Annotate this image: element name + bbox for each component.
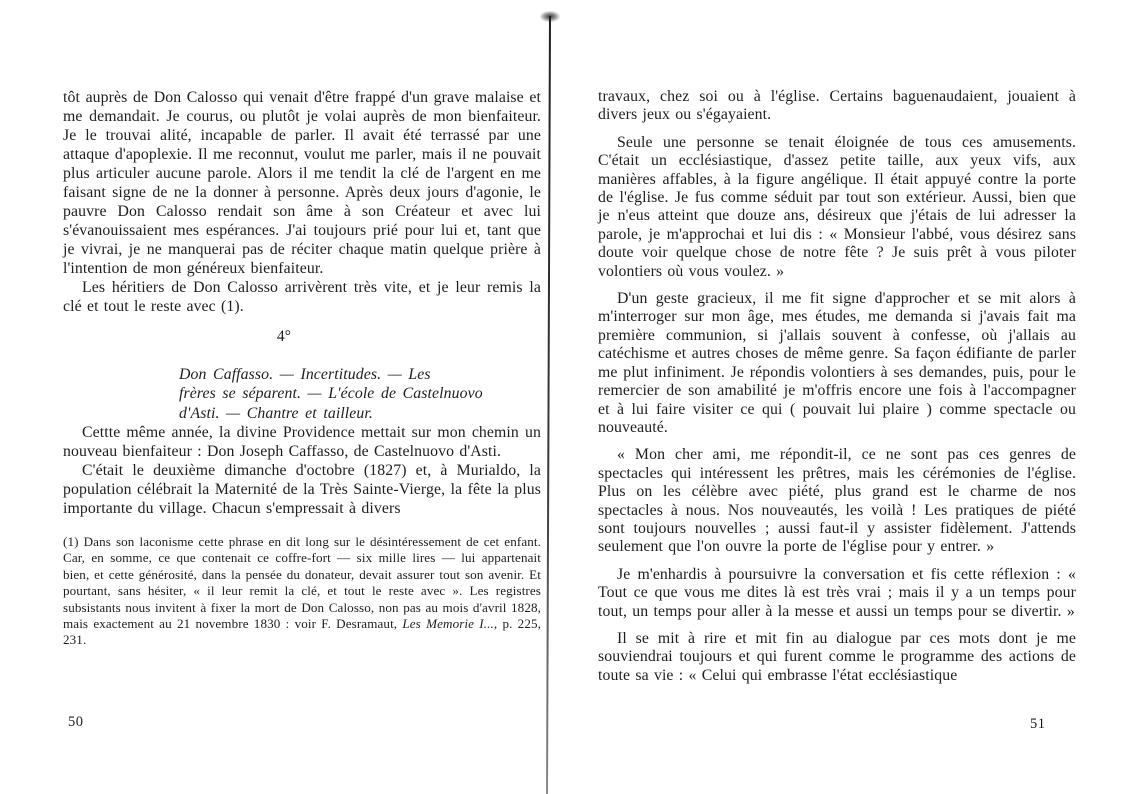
section-subtitle: [179, 365, 541, 423]
paragraph: tôt auprès de Don Calosso qui venait d'être frappé d'un grave malaise et me demandait. Je courus, ou plutôt je volai auprès de mon bienfaiteur. Je le trouvai alité, incapable de parler. Il avait été terrassé par une attaque d'apoplexie. Il me reconnut, voulut me parler, mais il ne pouvait plus articuler aucune parole. Alors il me tendit la clé de l'argent en me faisant signe de ne la donner à personne. Après deux jours d'agonie, le pauvre Don Calosso rendait son âme à son Créateur et avec lui s'évanouissaient mes espérances. J'ai toujours prié pour lui et, tant que je vivrai, je ne manquerai pas de réciter chaque matin quelque prière à l'intention de mon généreux bienfaiteur.: [63, 89, 541, 277]
paragraph: Les héritiers de Don Calosso arrivèrent très vite, et je leur remis la clé et tout le reste avec (1).: [63, 279, 541, 315]
paragraph: Seule une personne se tenait éloignée de tous ces amusements. C'était un ecclésiastique, d'assez petite taille, aux yeux vifs, aux manières affables, à la figure angélique. Il était appuyé contre la porte de l'église. Je fus comme séduit par tout son extérieur. Aussi, bien que je n'eus atteint que douze ans, désireux que j'étais de lui adresser la parole, je m'approchai et lui dis : « Monsieur l'abbé, vous désirez sans doute voir quelque chose de notre fête ? Je suis prêt à vous piloter volontiers où vous voulez. »: [598, 133, 1076, 280]
section-subtitle-line: d'Asti. — Chantre et tailleur.: [179, 404, 373, 422]
page-number-left: 50: [68, 714, 84, 730]
section-subtitle-line: frères se séparent. — L'école de Castelnuovo: [179, 385, 483, 403]
paragraph: D'un geste gracieux, il me fit signe d'approcher et se mit alors à m'interroger sur mon âge, mes études, me demanda si j'avais fait ma première communion, si j'allais souvent à confesse, où j'allais au catéchisme et autres choses de même genre. Sa façon édifiante de parler me plut infiniment. Je répondis volontiers à ses demandes, puis, pour le remercier de son amabilité je m'offris encore une fois à l'accompagner et à lui faire visiter ce qui ( pouvait lui plaire ) comme spectacle ou nouveauté.: [598, 290, 1076, 436]
footnote: [63, 534, 541, 649]
right-page: [598, 88, 1076, 685]
paragraph: Je m'enhardis à poursuivre la conversation et fis cette réflexion : « Tout ce que vous me dites là est très vrai ; mais il y a un temps pour tout, un temps pour aller à la messe et aussi un temps pour se divertir. »: [598, 565, 1076, 620]
paragraph: Cettte même année, la divine Providence mettait sur mon chemin un nouveau bienfaiteur : Don Joseph Caffasso, de Castelnuovo d'Asti.: [63, 423, 541, 460]
section-number-heading: 4°: [276, 328, 292, 345]
paragraph: « Mon cher ami, me répondit-il, ce ne sont pas ces genres de spectacles qui intéressent les prêtres, mais les cérémonies de l'église. Plus on les célèbre avec piété, plus grand est le charme de nos spectacles à nous. Nos nouveautés, les voilà ! Les pratiques de piété sont toujours nouvelles ; aussi faut-il y assister fidèlement. J'attends seulement que l'on ouvre la porte de l'église pour y entrer. »: [598, 446, 1076, 556]
paragraph: Il se mit à rire et mit fin au dialogue par ces mots dont je me souviendrai toujours et qui furent comme le programme des actions de toute sa vie : « Celui qui embrasse l'état ecclésiastique: [598, 629, 1076, 684]
section-subtitle-line: Don Caffasso. — Incertitudes. — Les: [179, 366, 431, 383]
paragraph: travaux, chez soi ou à l'église. Certains baguenaudaient, jouaient à divers jeux ou s'égayaient.: [598, 88, 1076, 124]
paragraph: C'était le deuxième dimanche d'octobre (1827) et, à Murialdo, la population célébrait la Maternité de la Très Sainte-Vierge, la fête la plus importante du village. Chacun s'empressait à divers: [63, 461, 541, 517]
gutter-fold-line: [546, 16, 551, 794]
left-page: [63, 88, 541, 649]
footnote-text: (1) Dans son laconisme cette phrase en dit long sur le désintéressement de cet enfant. Car, en somme, ce que contenait ce coffre-fort — six mille lires — lui appartenait bien, et cette générosité, dans la pensée du donateur, devait assurer tout son avenir. Et pourtant, sans hésiter, « il leur remit la clé, et tout le reste avec ». Les registres subsistants nous invitent à fixer la mort de Don Calosso, non pas au mois d'avril 1828, mais exactement au 21 novembre 1830 : voir F. Desramaut,: [63, 533, 541, 631]
footnote-text: , p. 225, 231.: [63, 615, 541, 648]
footnote-cited-title: Les Memorie I...: [402, 615, 494, 631]
page-number-right: 51: [1030, 716, 1046, 732]
